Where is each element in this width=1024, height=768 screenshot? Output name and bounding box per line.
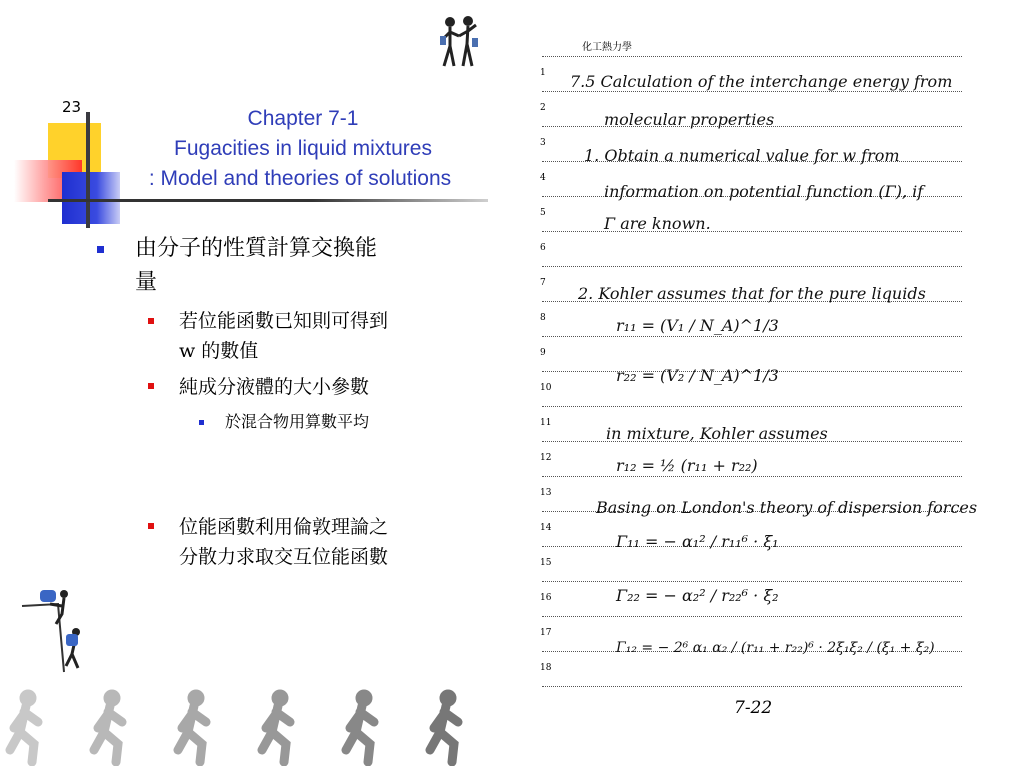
line-number: 2 (540, 103, 546, 113)
handwritten-notes-page (512, 20, 1012, 760)
line-number: 16 (540, 593, 552, 603)
ruled-line (542, 91, 962, 92)
couple-figure-icon (436, 14, 482, 72)
ruled-line (542, 476, 962, 477)
ruled-line (542, 581, 962, 582)
note-line-text: 1. Obtain a numerical value for w from (584, 146, 900, 165)
deco-horizontal-line (48, 199, 488, 202)
climbing-figures-icon (18, 584, 88, 674)
slide-number: 23 (62, 98, 82, 116)
title-line-2: Fugacities in liquid mixtures (174, 137, 432, 160)
title-line-1: Chapter 7-1 (247, 107, 359, 130)
line-number: 8 (540, 313, 546, 323)
bullet-text: 純成分液體的大小參數 (179, 376, 370, 398)
notes-page-number: 7-22 (734, 698, 773, 718)
ruled-line (542, 336, 962, 337)
bullet-marker (148, 383, 154, 389)
ruled-line (542, 686, 962, 687)
bullet-text: 位能函數利用倫敦理論之 (179, 516, 389, 538)
note-line-text: in mixture, Kohler assumes (606, 424, 828, 443)
line-number: 11 (540, 418, 552, 428)
bullet-text: 由分子的性質計算交換能 (135, 236, 378, 261)
deco-vertical-line (86, 112, 90, 228)
formula: r₂₂ = (V₂ / N_A)^1/3 (616, 366, 779, 385)
slide-title (118, 104, 488, 194)
line-number: 1 (540, 68, 546, 78)
title-line-3: : Model and theories of solutions (148, 167, 452, 190)
line-number: 5 (540, 208, 546, 218)
line-number: 3 (540, 138, 546, 148)
line-number: 18 (540, 663, 552, 673)
line-number: 14 (540, 523, 552, 533)
ruled-line (542, 616, 962, 617)
note-line-text: Basing on London's theory of dispersion forces (596, 498, 978, 517)
ruled-line (542, 56, 962, 57)
bullet-text-cont: 分散力求取交互位能函數 (179, 546, 389, 568)
formula: Γ₁₁ = − α₁² / r₁₁⁶ · ξ₁ (616, 532, 779, 551)
formula: r₁₂ = ½ (r₁₁ + r₂₂) (616, 456, 758, 475)
line-number: 6 (540, 243, 546, 253)
formula: r₁₁ = (V₁ / N_A)^1/3 (616, 316, 779, 335)
bullet-marker (148, 318, 154, 324)
line-number: 15 (540, 558, 552, 568)
line-number: 10 (540, 383, 552, 393)
bullet-marker (97, 246, 104, 253)
line-number: 7 (540, 278, 546, 288)
notes-header: 化工熱力學 (582, 42, 632, 53)
note-line-text: information on potential function (Γ), if (604, 182, 924, 201)
running-figures-row (0, 686, 490, 766)
formula: Γ₁₂ = − 2⁶ α₁ α₂ / (r₁₁ + r₂₂)⁶ · 2ξ₁ξ₂ / (ξ₁ + ξ₂) (616, 640, 935, 656)
ruled-line (542, 406, 962, 407)
bullet-text-cont: 量 (135, 270, 158, 295)
note-line-text: 2. Kohler assumes that for the pure liquids (578, 284, 926, 303)
note-line-text: Γ are known. (604, 214, 711, 233)
bullet-marker (199, 420, 204, 425)
bullet-text: 若位能函數已知則可得到 (179, 310, 389, 332)
line-number: 9 (540, 348, 546, 358)
line-number: 17 (540, 628, 552, 638)
formula: Γ₂₂ = − α₂² / r₂₂⁶ · ξ₂ (616, 586, 779, 605)
bullet-text-cont: w 的數值 (179, 340, 259, 362)
note-line-text: 7.5 Calculation of the interchange energy from (570, 72, 953, 91)
bullet-marker (148, 523, 154, 529)
line-number: 13 (540, 488, 552, 498)
ruled-line (542, 266, 962, 267)
note-line-text: molecular properties (604, 110, 775, 129)
line-number: 12 (540, 453, 552, 463)
line-number: 4 (540, 173, 546, 183)
bullet-text: 於混合物用算數平均 (225, 412, 370, 431)
